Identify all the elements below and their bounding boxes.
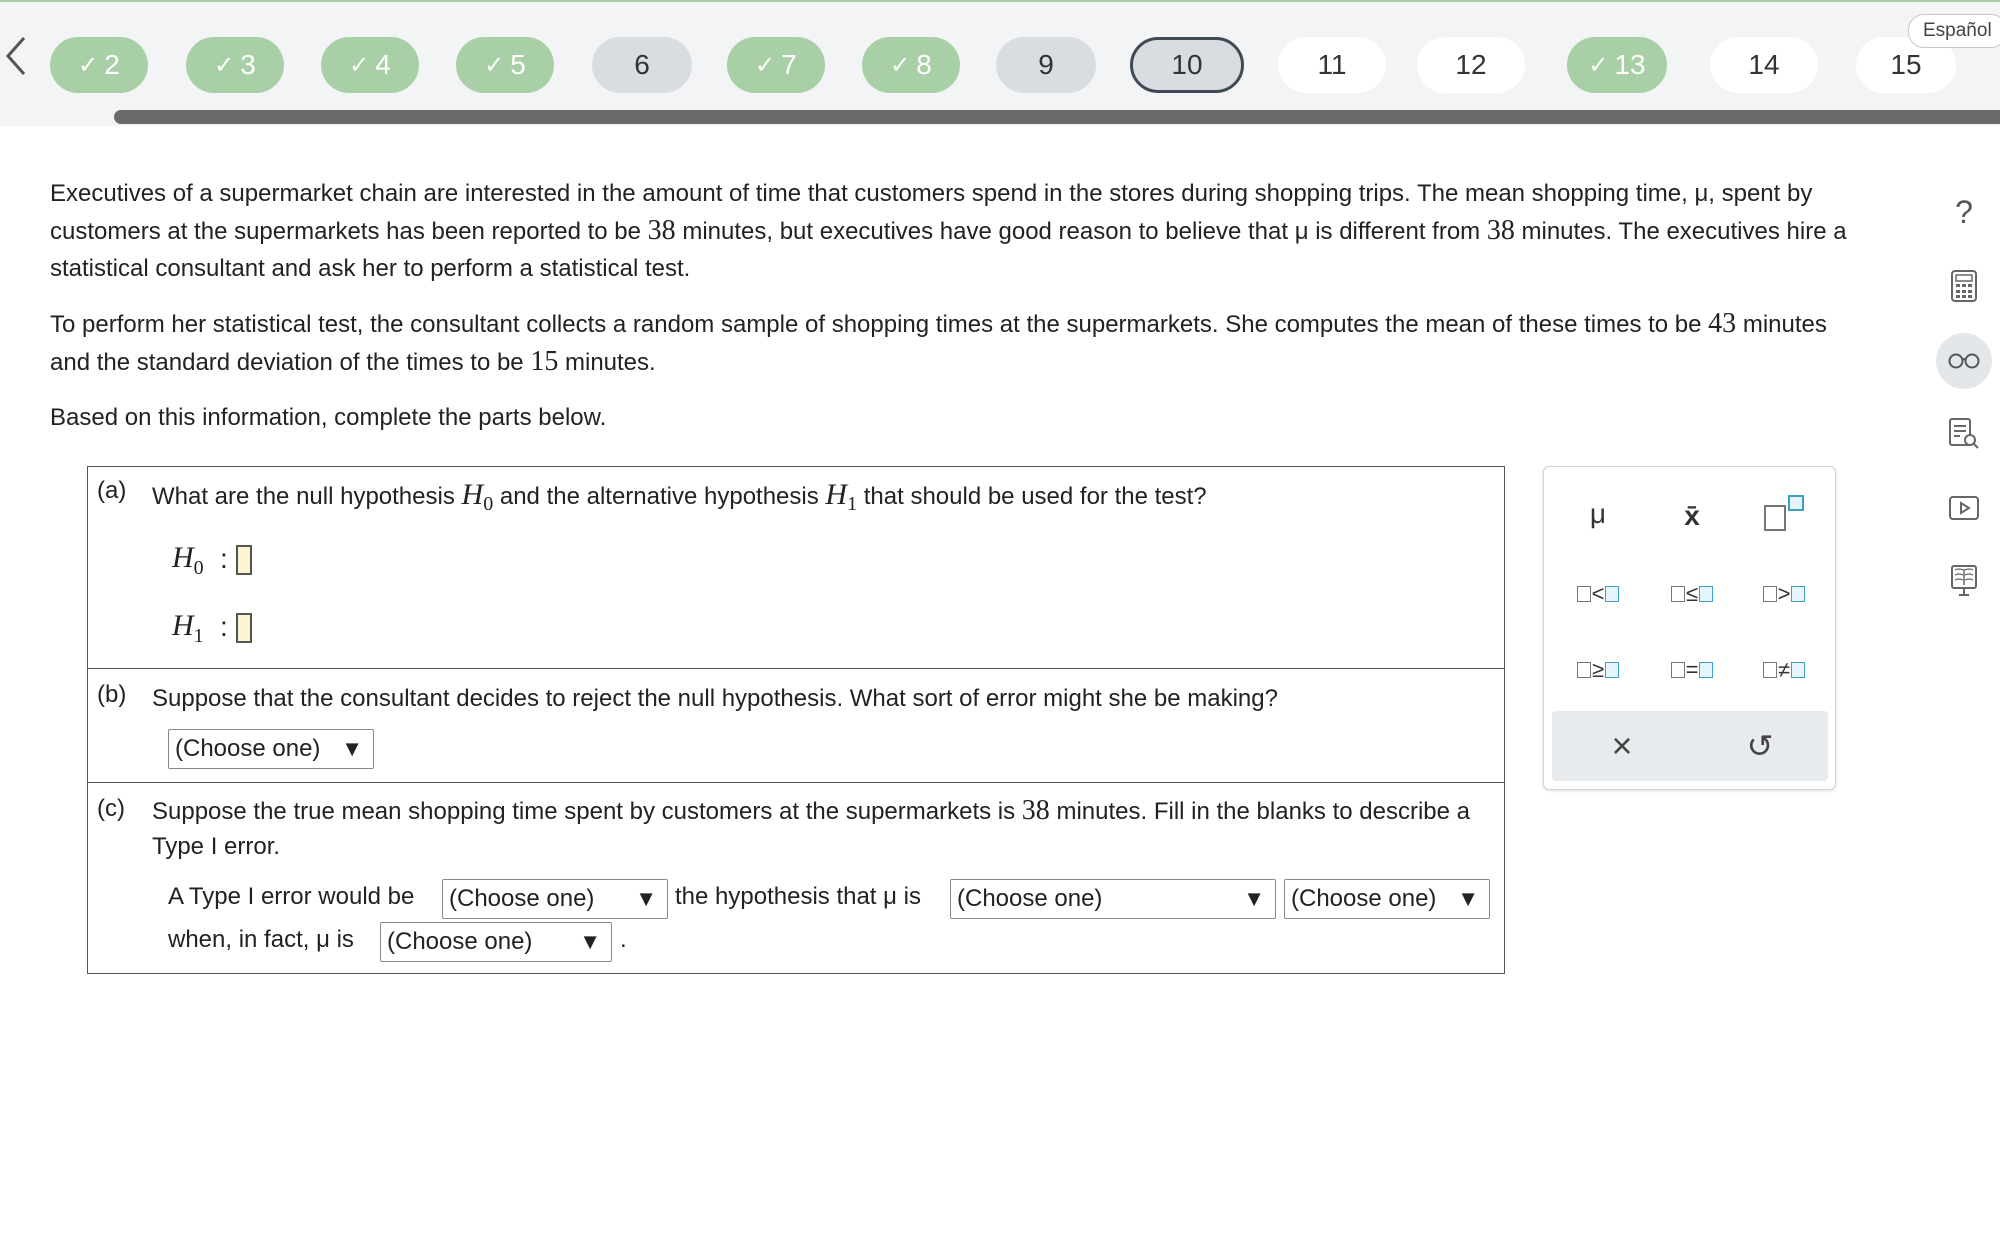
calculator-icon[interactable] — [1936, 258, 1992, 314]
question-tab-number: 3 — [240, 49, 256, 80]
question-tab-8[interactable] — [862, 37, 960, 93]
checkmark-icon: ✓ — [214, 51, 235, 79]
question-tab-10[interactable] — [1130, 37, 1244, 93]
nav-scrollbar[interactable] — [114, 110, 2000, 124]
part-a-label: (a) — [97, 477, 127, 504]
question-tab-number: 4 — [375, 49, 391, 80]
checkmark-icon: ✓ — [484, 51, 505, 79]
part-a — [88, 467, 1504, 669]
h1-label: $H_1$ — [172, 609, 204, 647]
h0-answer-input[interactable] — [236, 545, 252, 575]
video-icon[interactable] — [1936, 480, 1992, 536]
answer-box — [87, 466, 1505, 974]
textbook-icon[interactable] — [1936, 553, 1992, 609]
question-tab-7[interactable] — [727, 37, 825, 93]
type1-action-dropdown[interactable] — [442, 879, 668, 919]
less-than-key[interactable]: < — [1558, 569, 1638, 619]
question-tab-6[interactable] — [592, 37, 692, 93]
error-type-dropdown-value: (Choose one) — [175, 735, 321, 762]
type1-sentence-part-3: when, in fact, μ is — [168, 926, 354, 953]
question-tab-13[interactable] — [1567, 37, 1667, 93]
part-b-label: (b) — [97, 681, 127, 708]
checkmark-icon: ✓ — [78, 51, 99, 79]
checkmark-icon: ✓ — [349, 51, 370, 79]
question-tab-number: 2 — [104, 49, 120, 80]
question-tab-number: 15 — [1890, 49, 1922, 80]
h0-label: $H_0$ — [172, 541, 204, 579]
dropdown-arrow-icon: ▼ — [1457, 886, 1479, 911]
superscript-key[interactable] — [1744, 489, 1824, 539]
question-tab-9[interactable] — [996, 37, 1096, 93]
question-tab-12[interactable] — [1417, 37, 1525, 93]
language-toggle[interactable]: Español — [1908, 14, 2000, 48]
question-tab-number: 10 — [1171, 49, 1203, 80]
part-a-question: What are the null hypothesis $H_0$ and the alternative hypothesis $H_1$ that should be used for the test? — [152, 478, 1207, 515]
error-type-dropdown[interactable] — [168, 729, 374, 769]
question-tabs — [0, 2, 2000, 126]
checkmark-icon: ✓ — [1588, 51, 1609, 79]
question-tab-number: 6 — [634, 49, 650, 80]
question-tab-number: 9 — [1038, 49, 1054, 80]
question-tab-4[interactable] — [321, 37, 419, 93]
type1-sentence-period: . — [620, 926, 627, 953]
dropdown-arrow-icon: ▼ — [579, 929, 601, 954]
clear-icon[interactable]: × — [1611, 725, 1633, 766]
mu-key[interactable]: μ — [1589, 498, 1607, 529]
problem-paragraph-1: Executives of a supermarket chain are interested in the amount of time that customers spend in the stores during shopping trips. The mean shopping time, μ, spent by customers at the supermarkets has been reported to be 38 minutes, but executives have good reason to believe that μ is different from 38 minutes. The executives hire a statistical consultant and ask her to perform a statistical test. — [50, 180, 1847, 282]
type1-relation-dropdown-value: (Choose one) — [957, 885, 1103, 912]
less-equal-key[interactable]: ≤ — [1652, 569, 1732, 619]
question-tab-11[interactable] — [1278, 37, 1386, 93]
h0-colon: : — [220, 543, 228, 574]
checkmark-icon: ✓ — [755, 51, 776, 79]
keypad-action-row — [1552, 711, 1828, 781]
type1-truth-dropdown[interactable] — [380, 922, 612, 962]
xbar-key[interactable]: x̄ — [1684, 500, 1700, 531]
question-tab-5[interactable] — [456, 37, 554, 93]
math-keypad — [1543, 466, 1836, 790]
glasses-icon[interactable] — [1936, 333, 1992, 389]
problem-paragraph-3: Based on this information, complete the parts below. — [50, 404, 607, 431]
help-icon[interactable]: ? — [1955, 193, 1973, 230]
type1-value-dropdown-value: (Choose one) — [1291, 885, 1437, 912]
type1-relation-dropdown[interactable] — [950, 879, 1276, 919]
question-tab-number: 14 — [1748, 49, 1780, 80]
question-tab-number: 5 — [510, 49, 526, 80]
question-tab-number: 12 — [1455, 49, 1487, 80]
part-b — [88, 669, 1504, 783]
question-tab-2[interactable] — [50, 37, 148, 93]
type1-sentence-part-2: the hypothesis that μ is — [675, 883, 921, 910]
type1-value-dropdown[interactable] — [1284, 879, 1490, 919]
question-tab-number: 7 — [781, 49, 797, 80]
dropdown-arrow-icon: ▼ — [635, 886, 657, 911]
checkmark-icon: ✓ — [890, 51, 911, 79]
h1-colon: : — [220, 611, 228, 642]
worksheet-search-icon[interactable] — [1936, 406, 1992, 462]
problem-paragraph-2: To perform her statistical test, the consultant collects a random sample of shopping times at the supermarkets. She computes the mean of these times to be 43 minutes and the standard deviation of the times to be 15 minutes. — [50, 308, 1827, 377]
type1-truth-dropdown-value: (Choose one) — [387, 928, 533, 955]
part-c — [88, 783, 1504, 975]
problem-statement — [50, 175, 1870, 454]
dropdown-arrow-icon: ▼ — [1243, 886, 1265, 911]
superscript-icon — [1761, 494, 1807, 534]
question-tab-number: 8 — [916, 49, 932, 80]
type1-action-dropdown-value: (Choose one) — [449, 885, 595, 912]
question-tab-number: 13 — [1614, 49, 1646, 80]
greater-than-key[interactable]: > — [1744, 569, 1824, 619]
part-c-label: (c) — [97, 795, 125, 822]
question-nav-bar — [0, 0, 2000, 126]
part-b-question: Suppose that the consultant decides to reject the null hypothesis. What sort of error might she be making? — [152, 685, 1278, 712]
question-tab-number: 11 — [1317, 49, 1347, 80]
type1-sentence-part-1: A Type I error would be — [168, 883, 415, 910]
h1-answer-input[interactable] — [236, 613, 252, 643]
dropdown-arrow-icon: ▼ — [341, 736, 363, 761]
not-equal-key[interactable]: ≠ — [1744, 645, 1824, 695]
equals-key[interactable]: = — [1652, 645, 1732, 695]
part-c-question: Suppose the true mean shopping time spent by customers at the supermarkets is 38 minutes. Fill in the blanks to describe a Type I error. — [152, 795, 1470, 860]
greater-equal-key[interactable]: ≥ — [1558, 645, 1638, 695]
question-tab-14[interactable] — [1710, 37, 1818, 93]
undo-icon[interactable]: ↺ — [1746, 728, 1774, 764]
question-tab-3[interactable] — [186, 37, 284, 93]
